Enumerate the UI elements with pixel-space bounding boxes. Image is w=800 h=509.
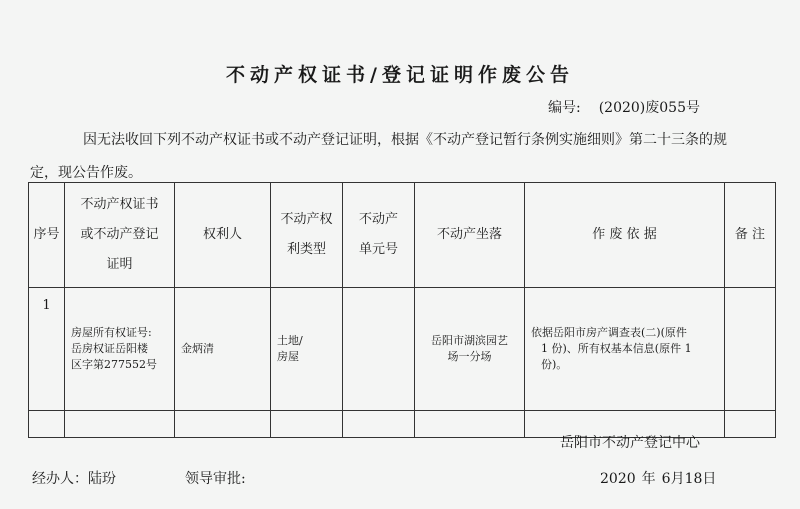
header-unit-line2: 单元号 <box>358 242 398 257</box>
empty-cell <box>415 411 525 438</box>
doc-no-label: 编号: <box>548 100 581 116</box>
table-header-row <box>29 183 776 288</box>
header-unit-no <box>343 183 415 288</box>
row-location-line2: 场一分场 <box>447 350 492 363</box>
row-unit-no <box>343 288 415 411</box>
header-certificate <box>65 183 175 288</box>
header-location: 不动产坐落 <box>415 183 525 288</box>
empty-cell <box>29 411 65 438</box>
date-month: 6 <box>661 471 671 487</box>
issue-date <box>600 468 716 488</box>
row-basis-line2: 1 份)、所有权基本信息(原件 1 <box>541 342 692 355</box>
row-basis-line3: 份)。 <box>541 358 568 371</box>
row-location <box>415 288 525 411</box>
header-cert-line2: 或不动产登记 <box>80 227 159 242</box>
date-day: 18 <box>684 471 703 487</box>
empty-cell <box>725 411 776 438</box>
header-owner: 权利人 <box>175 183 271 288</box>
empty-cell <box>65 411 175 438</box>
doc-no-value: (2020)废055号 <box>598 100 700 116</box>
row-basis <box>525 288 725 411</box>
empty-cell <box>175 411 271 438</box>
header-cert-line3: 证明 <box>106 257 133 272</box>
date-year: 2020 <box>600 471 636 487</box>
leader-approval: 领导审批: <box>185 471 246 487</box>
document-number <box>548 97 700 117</box>
empty-cell <box>271 411 343 438</box>
notice-title: 不动产权证书/登记证明作废公告 <box>226 64 574 86</box>
row-right-type <box>271 288 343 411</box>
header-no: 序号 <box>29 183 65 288</box>
header-right-type-line1: 不动产权 <box>280 212 333 227</box>
table-row <box>29 288 776 411</box>
cancellation-table <box>28 182 776 438</box>
row-cert-line1: 房屋所有权证号: <box>71 326 152 339</box>
row-no: 1 <box>29 288 65 411</box>
header-right-type-line2: 利类型 <box>286 242 326 257</box>
handler-signature: 经办人：陆玢 <box>32 471 116 487</box>
issuing-organization: 岳阳市不动产登记中心 <box>560 435 700 451</box>
date-year-unit: 年 <box>641 471 656 487</box>
row-location-line1: 岳阳市湖滨园艺 <box>431 334 508 347</box>
row-certificate <box>65 288 175 411</box>
row-owner: 金炳清 <box>175 288 271 411</box>
row-basis-line1: 依据岳阳市房产调查表(二)(原件 <box>531 326 687 339</box>
row-cert-line2: 岳房权证岳阳楼 <box>71 342 148 355</box>
body-paragraph-line2: 定，现公告作废。 <box>30 165 142 181</box>
body-paragraph-line1: 因无法收回下列不动产权证书或不动产登记证明，根据《不动产登记暂行条例实施细则》第二十三条的规 <box>83 132 727 148</box>
row-cert-line3: 区字第277552号 <box>71 358 157 371</box>
row-right-type-line1: 土地/ <box>277 334 303 347</box>
header-right-type <box>271 183 343 288</box>
header-cert-line1: 不动产权证书 <box>80 197 159 212</box>
row-remark <box>725 288 776 411</box>
row-right-type-line2: 房屋 <box>277 350 299 363</box>
header-remark: 备 注 <box>725 183 776 288</box>
header-unit-line1: 不动产 <box>358 212 398 227</box>
header-basis: 作 废 依 据 <box>525 183 725 288</box>
date-day-unit: 日 <box>702 471 717 487</box>
date-month-unit: 月 <box>670 471 685 487</box>
empty-cell <box>343 411 415 438</box>
